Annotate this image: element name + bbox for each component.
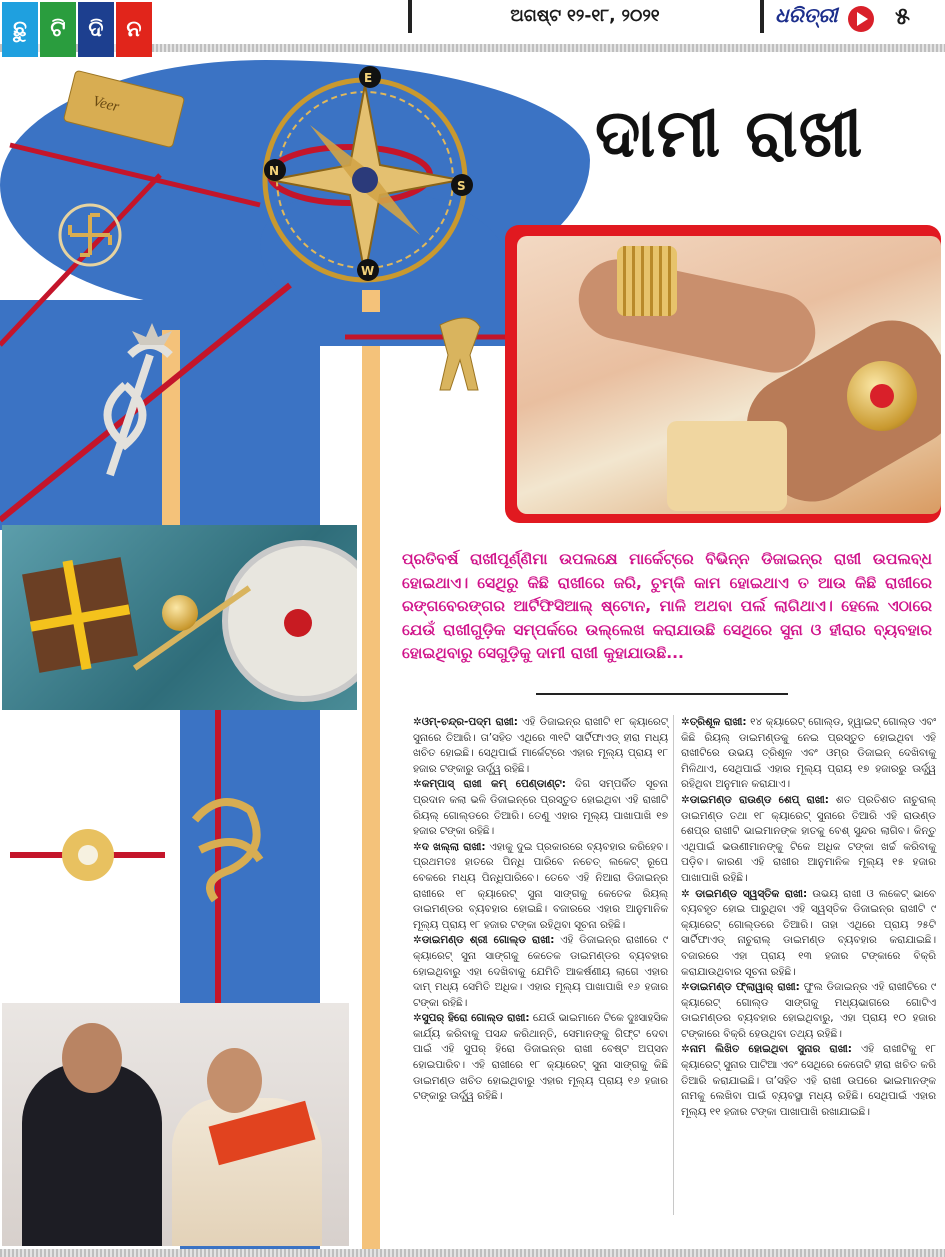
issue-date: ଅଗଷ୍ଟ ୧୨-୧୮, ୨୦୨୧ <box>510 6 660 26</box>
swastika-rakhi <box>60 205 120 265</box>
section-tile-2: ଟି <box>40 2 76 57</box>
item-compass: ✲କମ୍ପାସ୍ ରାଖୀ କମ୍ ପେଣ୍ଡାଣ୍ଟ: ଦିଗ ସମ୍ପର୍କିତ ସୂଚନା ପ୍ରଦାନ କଲା ଭଳି ଡିଜାଇନ୍‌ରେ ପ୍ରସ୍ତୁତ ହୋଇଥିବା ଏହି ରାଖୀଟି ରିୟଲ୍ ଗୋଲ୍ଡରେ ତିଆରି। ତେଣୁ ଏହାର ମୂଲ୍ୟ ପାଖାପାଖି ୧୭ ହଜାର ଟଙ୍କା ରହିଛି। <box>413 778 668 838</box>
siblings-photo <box>2 1003 349 1246</box>
sweets-plate <box>667 421 787 511</box>
column-divider <box>673 715 674 1215</box>
rakhi-stone <box>870 384 894 408</box>
header-divider-2 <box>760 0 764 33</box>
item-shree-gold: ✲ଡାଇମଣ୍ଡ ଶ୍ରୀ ଗୋଲ୍ଡ ରାଖୀ: ଏହି ଡିଜାଇନ୍‌ର ରାଖୀରେ ୯ କ୍ୟାରେଟ୍ ସୁନା ସାଙ୍ଗକୁ କେତେକ ଡାଇମଣ୍ଡର ବ୍ୟବହାର ହୋଇଥିବାରୁ ଏହା ଦେଖିବାକୁ ଯେମିତି ଆକର୍ଷଣୀୟ ଲାଗେ ଏହାର ଦାମ୍ ମଧ୍ୟ ସେମିତି ଅଧିକ। ଏହାର ମୂଲ୍ୟ ପାଖାପାଖି ୧୬ ହଜାର ଟଙ୍କା ରହିଛି। <box>413 934 668 1009</box>
compass-rakhi <box>264 66 473 281</box>
header-divider <box>408 0 412 33</box>
bangles <box>617 246 677 316</box>
trishul-rakhi <box>108 323 173 475</box>
section-tile-4: ନ <box>116 2 152 57</box>
item-name-gold: ✲ନାମ ଲିଖିତ ହୋଇଥିବା ସୁନାର ରାଖୀ: ଏହି ରାଖୀଟିକୁ ୧୮ କ୍ୟାରେଟ୍ ସୁନାର ପାଟିଆ ଏବଂ ସେଥିରେ କେତୋଟି ହୀରା ଖଚିତ କରି ତିଆରି କରାଯାଇଛି। ତା’ସହିତ ଏହି ରାଖୀ ଉପରେ ଭାଇମାନଙ୍କ ନାମକୁ ଲେଖିବା ପାଇଁ ବ୍ୟବସ୍ଥା ମଧ୍ୟ ରହିଛି। ସେଥିପାଇଁ ଏହାର ମୂଲ୍ୟ ୧୧ ହଜାର ଟଙ୍କା ପାଖାପାଖି ରଖାଯାଇଛି। <box>681 1043 936 1118</box>
item-trishul: ✲ତ୍ରିଶୂଳ ରାଖୀ: ୧୪ କ୍ୟାରେଟ୍ ଗୋଲ୍ଡ, ହ୍ୱାଇଟ୍ ଗୋଲ୍ଡ ଏବଂ କିଛି ରିୟଲ୍ ଡାଇମଣ୍ଡକୁ ନେଇ ପ୍ରସ୍ତୁତ ହୋଇଥିବା ଏହି ରାଖୀଟିରେ ଉଭୟ ତ୍ରିଶୂଳ ଏବଂ ଓମ୍‌ର ଡିଜାଇନ୍ ଦେଖିବାକୁ ମିଳିଥାଏ, ସେଥିପାଇଁ ଏହାର ମୂଲ୍ୟ ପ୍ରାୟ ୧୭ ହଜାରରୁ ଊର୍ଦ୍ଧ୍ୱ ରହିଥିବା ଅନୁମାନ କରାଯାଏ। <box>681 716 936 791</box>
item-diamond-round: ✲ଡାଇମଣ୍ଡ ରାଉଣ୍ଡ ଶେପ୍ ରାଖୀ: ଶତ ପ୍ରତିଶତ ନାଚୁରାଲ୍ ଡାଇମଣ୍ଡ ତଥା ୧୮ କ୍ୟାରେଟ୍ ସୁନାରେ ତିଆରି ଏହି ରାଉଣ୍ଡ ଶେପ୍‌ର ରାଖୀଟି ଭାଇମାନଙ୍କ ହାତକୁ ବେଶ୍ ସୁନ୍ଦର ଲାଗିବ। କିନ୍ତୁ ଏଥିପାଇଁ ଭଉଣୀମାନଙ୍କୁ ଟିକେ ଅଧିକ ଟଙ୍କା ଖର୍ଚ୍ଚ କରିବାକୁ ପଡ଼ିବ। କାରଣ ଏହି ରାଖୀର ଆନୁମାନିକ ମୂଲ୍ୟ ୧୫ ହଜାର ପାଖାପାଖି ରହିଛି। <box>681 793 936 884</box>
rakhi-tying-photo <box>517 236 941 514</box>
item-khalla: ✲ଦ ଖଲ୍ଲା ରାଖୀ: ଏହାକୁ ଦୁଇ ପ୍ରକାରରେ ବ୍ୟବହାର କରିହେବ। ପ୍ରଥମତଃ ହାତରେ ପିନ୍ଧି ପାରିବେ ନଚେତ୍ ଲକେଟ୍ ରୂପେ ବେକରେ ମଧ୍ୟ ପିନ୍ଧିପାରିବେ। ତେବେ ଏହି ନିଆରା ଡିଜାଇନ୍‌ର ରାଖୀରେ ୧୮ କ୍ୟାରେଟ୍ ସୁନା ସାଙ୍ଗକୁ କେତେକ ରିୟଲ୍ ଡାଇମଣ୍ଡର ବ୍ୟବହାର ହୋଇଛି। ବଜାରରେ ଏହାର ଆନୁମାନିକ ମୂଲ୍ୟ ପ୍ରାୟ ୧୮ ହଜାର ଟଙ୍କା ରହିଥିବା ସୂଚନା ରହିଛି। <box>413 840 668 931</box>
section-tile-3: ଦି <box>78 2 114 57</box>
item-flower: ✲ଡାଇମଣ୍ଡ ଫ୍ଲାୱାର୍ ରାଖୀ: ଫୁଲ ଡିଜାଇନ୍‌ର ଏହି ରାଖୀଟିରେ ୯ କ୍ୟାରେଟ୍ ଗୋଲ୍ଡ ସାଙ୍ଗକୁ ମଧ୍ୟଭାଗରେ ଗୋଟିଏ ଡାଇମଣ୍ଡର ବ୍ୟବହାର ହୋଇଥିବାରୁ, ଏହା ପ୍ରାୟ ୧୦ ହଜାର ଟଙ୍କାରେ ବିକ୍ରି ହେଉଥିବା ତଥ୍ୟ ରହିଛି। <box>681 981 936 1040</box>
compass-letter-e: E <box>364 71 373 85</box>
page-number: ୫ <box>895 2 910 30</box>
intro-rule <box>536 693 788 695</box>
vermilion <box>284 609 312 637</box>
flower-rakhi <box>62 829 114 881</box>
compass-letter-s: S <box>457 179 466 193</box>
gift-rakhi-photo <box>2 525 357 710</box>
superhero-rakhi <box>440 318 480 390</box>
section-tile-1: ଛୁ <box>2 2 38 57</box>
item-superhero: ✲ସୁପର୍ ହିରୋ ଗୋଲ୍ଡ ରାଖୀ: ଯେଉଁ ଭାଇମାନେ ଟିକେ ଦୁଃସାହସିକ କାର୍ଯ୍ୟ କରିବାକୁ ପସନ୍ଦ କରିଥାନ୍ତି, ସେମାନଙ୍କୁ ଗିଫ୍ଟ ଦେବା ପାଇଁ ଏହି ସୁପର୍ ହିରୋ ଡିଜାଇନ୍‌ର ରାଖୀ ବେଷ୍ଟ ଅପ୍ସନ ହୋଇପାରିବ। ଏହି ରାଖୀରେ ୧୮ କ୍ୟାରେଟ୍ ସୁନା ସାଙ୍ଗକୁ କିଛି ଡାଇମଣ୍ଡ ଖଚିତ ହୋଇଥିବାରୁ ଏହାର ମୂଲ୍ୟ ପ୍ରାୟ ୧୬ ହଜାର ଟଙ୍କାରୁ ଊର୍ଦ୍ଧ୍ୱ ରହିଛି। <box>413 1012 668 1103</box>
compass-letter-w: W <box>361 264 375 278</box>
compass-letter-n: N <box>269 164 280 178</box>
intro-paragraph: ପ୍ରତିବର୍ଷ ରାଖୀପୂର୍ଣ୍ଣିମା ଉପଲକ୍ଷେ ମାର୍କେଟ୍‌ରେ ବିଭିନ୍ନ ଡିଜାଇନ୍‌ର ରାଖୀ ଉପଲବ୍ଧ ହୋଇଥାଏ। ସେଥିରୁ କିଛି ରାଖୀରେ ଜରି, ଚୁମ୍‌କି କାମ ହୋଇଥାଏ ତ ଆଉ କିଛି ରାଖୀରେ ରଙ୍ଗବେରଙ୍ଗର ଆର୍ଟିଫିସିଆଲ୍ ଷ୍ଟୋନ, ମାଳି ଅଥବା ପର୍ଲ ଲାଗିଥାଏ। ହେଲେ ଏଠାରେ ଯେଉଁ ରାଖୀଗୁଡ଼ିକ ସମ୍ପର୍କରେ ଉଲ୍ଲେଖ କରାଯାଉଛି ସେଥିରେ ସୁନା ଓ ହୀରାର ବ୍ୟବହାର ହୋଇଥିବାରୁ ସେଗୁଡ଼ିକୁ ଦାମୀ ରାଖୀ କୁହାଯାଉଛି... <box>402 550 932 662</box>
hand-shape <box>571 252 822 380</box>
article-column-1 <box>413 715 668 1105</box>
brand-logo: ଧରିତ୍ରୀ <box>775 3 838 27</box>
shree-rakhi <box>195 802 260 900</box>
page-title: ଦାମୀ ରାଖୀ <box>595 95 864 172</box>
mid-rakhi-illustrations <box>0 710 360 1005</box>
nameplate-rakhi <box>63 70 184 148</box>
sister-face <box>207 1048 262 1113</box>
rakhi-medallion <box>162 595 198 631</box>
play-icon <box>848 6 874 32</box>
item-om-chandra: ✲ଓମ୍-ଚନ୍ଦ୍ର-ପଦ୍ମ ରାଖୀ: ଏହି ଡିଜାଇନ୍‌ର ରାଖୀଟି ୧୮ କ୍ୟାରେଟ୍ ସୁନାରେ ତିଆରି। ତା’ସହିତ ଏଥିରେ ୩୧ଟି ସାର୍ଟିଫାଏଡ୍ ହୀରା ମଧ୍ୟ ଖଚିତ ହୋଇଛି। ସେଥିପାଇଁ ମାର୍କେଟ୍‌ରେ ଏହାର ମୂଲ୍ୟ ପ୍ରାୟ ୧୮ ହଜାର ଟଙ୍କାରୁ ଊର୍ଦ୍ଧ୍ୱ ରହିଛି। <box>413 716 669 775</box>
item-swastika: ✲ ଡାଇମଣ୍ଡ ସ୍ୱସ୍ତିକ ରାଖୀ: ଉଭୟ ରାଖୀ ଓ ଲକେଟ୍ ଭାବେ ବ୍ୟବହୃତ ହୋଇ ପାରୁଥିବା ଏହି ସ୍ୱସ୍ତିକ ଡିଜାଇନ୍‌ର ରାଖୀଟି ୯ କ୍ୟାରେଟ୍ ଗୋଲ୍ଡରେ ତିଆରି। ତାହା ଏଥିରେ ପ୍ରାୟ ୨୫ଟି ସାର୍ଟିଫାଏଡ୍ ନାଚୁରାଲ୍ ଡାଇମଣ୍ଡ ବ୍ୟବହାର କରାଯାଇଛି। ବଜାରରେ ଏହା ପ୍ରାୟ ୧୩ ହଜାର ଟଙ୍କାରେ ବିକ୍ରି କରାଯାଉଥିବାର ସୂଚନା ରହିଛି। <box>681 887 936 978</box>
rakhi-illustrations <box>0 55 520 525</box>
nameplate-text: Veer <box>91 93 121 116</box>
article-column-2 <box>681 715 936 1120</box>
brother-face <box>62 1023 122 1093</box>
footer-rule <box>0 1249 945 1257</box>
